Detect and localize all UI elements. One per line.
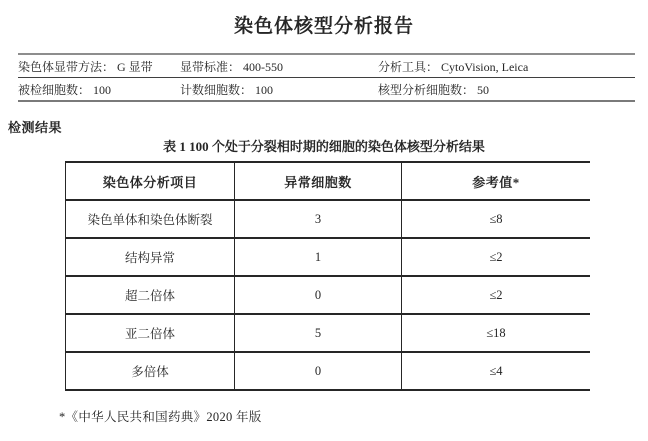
karyotype-result-table: [65, 161, 590, 391]
report-meta-table: [18, 53, 635, 102]
result-cell-reference: ≤8: [402, 200, 591, 238]
result-cell-abnormal-cells: 0: [235, 276, 402, 314]
meta-value: 50: [477, 82, 490, 97]
meta-cell-examined-cells: [18, 78, 180, 102]
meta-label: 核型分析细胞数：: [378, 82, 475, 97]
meta-row: [18, 54, 635, 78]
meta-value: 400-550: [243, 59, 284, 74]
result-cell-item: 超二倍体: [66, 276, 235, 314]
column-header-abnormal-cells: 异常细胞数: [235, 162, 402, 200]
meta-label: 分析工具：: [378, 59, 439, 74]
table-row: [66, 276, 591, 314]
table-row: [66, 352, 591, 390]
section-heading-results: 检测结果: [8, 120, 63, 135]
meta-row: [18, 78, 635, 102]
meta-cell-karyotyped-cells: [378, 78, 635, 102]
result-header-row: [66, 162, 591, 200]
meta-label: 被检细胞数：: [18, 82, 91, 97]
result-table-caption: 表 1 100 个处于分裂相时期的细胞的染色体核型分析结果: [163, 139, 485, 154]
footnote-pharmacopoeia: *《中华人民共和国药典》2020 年版: [59, 410, 262, 424]
meta-cell-banding-method: [18, 54, 180, 78]
report-title: 染色体核型分析报告: [233, 16, 414, 37]
meta-label: 显带标准：: [180, 59, 241, 74]
column-header-reference: 参考值*: [402, 162, 591, 200]
result-cell-abnormal-cells: 0: [235, 352, 402, 390]
result-cell-item: 染色单体和染色体断裂: [66, 200, 235, 238]
table-row: [66, 200, 591, 238]
result-cell-reference: ≤4: [402, 352, 591, 390]
meta-label: 染色体显带方法：: [18, 59, 115, 74]
result-cell-reference: ≤2: [402, 276, 591, 314]
meta-cell-counted-cells: [180, 78, 378, 102]
result-cell-abnormal-cells: 1: [235, 238, 402, 276]
result-cell-item: 亚二倍体: [66, 314, 235, 352]
result-cell-abnormal-cells: 5: [235, 314, 402, 352]
result-cell-reference: ≤18: [402, 314, 591, 352]
meta-value: 100: [255, 82, 274, 97]
meta-value: CytoVision, Leica: [441, 59, 529, 74]
result-cell-item: 多倍体: [66, 352, 235, 390]
result-cell-item: 结构异常: [66, 238, 235, 276]
result-cell-reference: ≤2: [402, 238, 591, 276]
table-row: [66, 314, 591, 352]
meta-value: G 显带: [117, 59, 153, 74]
result-cell-abnormal-cells: 3: [235, 200, 402, 238]
column-header-item: 染色体分析项目: [66, 162, 235, 200]
meta-cell-banding-standard: [180, 54, 378, 78]
meta-label: 计数细胞数：: [180, 82, 253, 97]
table-row: [66, 238, 591, 276]
meta-value: 100: [93, 82, 112, 97]
meta-cell-analysis-tool: [378, 54, 635, 78]
